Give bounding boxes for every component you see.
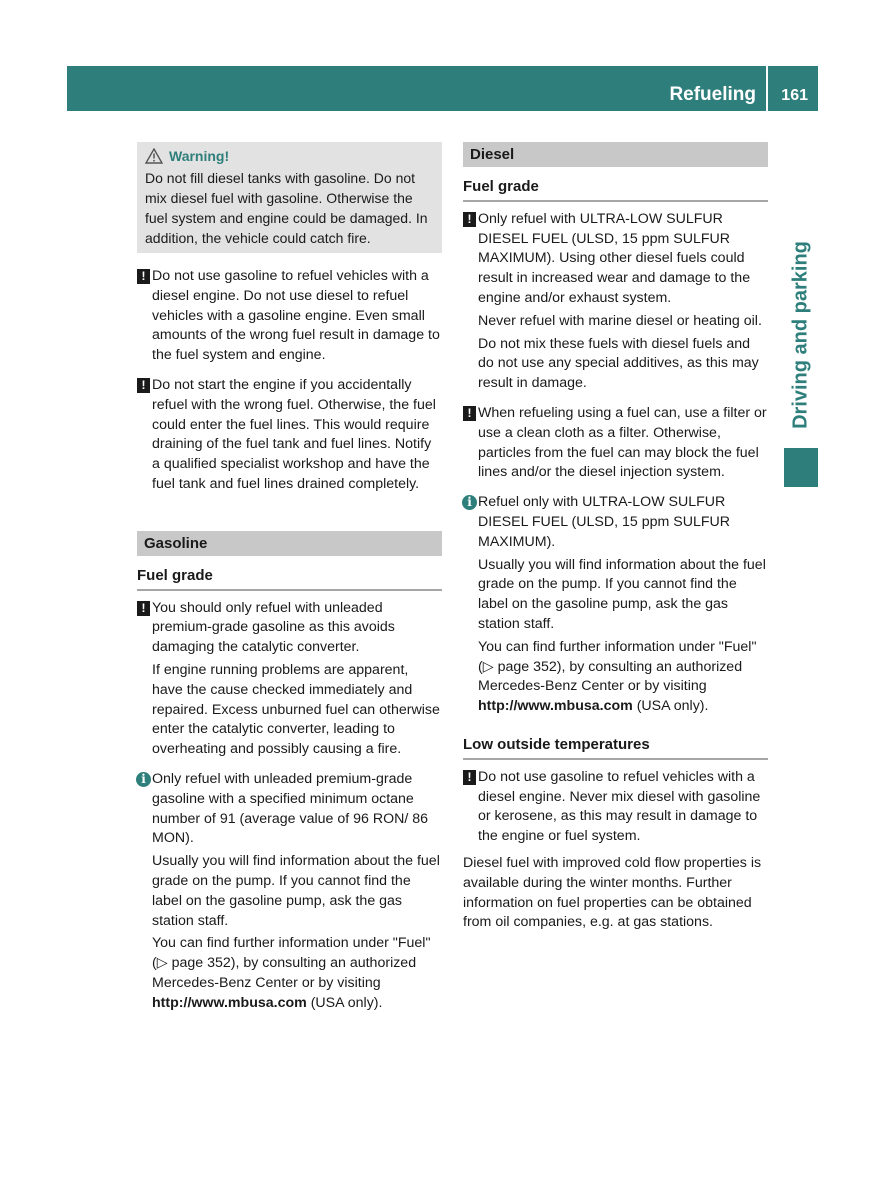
page-title: Refueling	[669, 84, 756, 105]
warning-text: Do not fill diesel tanks with gasoline. Do not mix diesel fuel with gasoline. Otherwise the fuel system and engine could be damaged. In addition, the vehicle could catch fire.	[145, 170, 428, 246]
mbusa-link[interactable]: http://www.mbusa.com	[152, 994, 307, 1011]
exclamation-icon: !	[137, 269, 150, 284]
chapter-side-tab-label: Driving and parking	[789, 241, 812, 429]
info-text: Only refuel with unleaded premium-grade gasoline with a specified minimum octane number of 91 (average value of 96 RON/ 86 MON).	[152, 770, 429, 847]
exclamation-icon: !	[137, 378, 150, 393]
chapter-side-tab	[784, 230, 818, 440]
subheading-low-temperatures: Low outside temperatures	[463, 725, 768, 760]
info-item	[463, 493, 768, 717]
note-subtext: Never refuel with marine diesel or heating oil.	[478, 312, 762, 329]
info-subtext: Usually you will find information about the fuel grade on the pump. If you cannot find the label on the gasoline pump, ask the gas station staff.	[478, 556, 766, 632]
note-subtext: Do not mix these fuels with diesel fuels and do not use any special additives, as this may result in damage.	[478, 335, 759, 392]
info-subtext-fuel-ref	[478, 638, 768, 717]
note-item	[463, 404, 768, 483]
chapter-marker-block	[784, 448, 818, 487]
note-item	[463, 210, 768, 394]
section-heading-gasoline: Gasoline	[137, 531, 442, 556]
warning-title	[145, 146, 434, 166]
header-divider	[766, 66, 768, 111]
cold-flow-paragraph: Diesel fuel with improved cold flow properties is available during the winter months. Further information on fuel properties can be obtained from oil companies, e.g. at gas stations.	[463, 854, 762, 931]
info-ref-suffix: (USA only).	[632, 698, 709, 715]
info-ref-suffix: (USA only).	[306, 994, 383, 1011]
page-number: 161	[781, 87, 808, 104]
mbusa-link[interactable]: http://www.mbusa.com	[478, 698, 633, 715]
info-icon: i	[462, 495, 477, 510]
section-heading-diesel: Diesel	[463, 142, 768, 167]
warning-title-text: Warning!	[169, 148, 230, 164]
exclamation-icon: !	[463, 212, 476, 227]
page-header	[67, 66, 818, 111]
left-column	[137, 142, 442, 1014]
note-item	[137, 267, 442, 366]
info-subtext-fuel-ref	[152, 934, 442, 1013]
subheading-fuel-grade-diesel: Fuel grade	[463, 167, 768, 202]
warning-box	[137, 142, 442, 253]
note-text: Do not use gasoline to refuel vehicles with a diesel engine. Never mix diesel with gasoline or kerosene, as this may result in damage to the engine or fuel system.	[478, 768, 761, 845]
exclamation-icon: !	[463, 770, 476, 785]
info-ref-text: You can find further information under "Fuel" (▷ page 352), by consulting an authorized Mercedes-Benz Center or by visiting	[152, 935, 431, 991]
warning-triangle-icon	[145, 148, 163, 164]
exclamation-icon: !	[137, 601, 150, 616]
note-item	[137, 376, 442, 495]
info-icon: i	[136, 772, 151, 787]
note-item	[137, 599, 442, 760]
note-text: When refueling using a fuel can, use a filter or use a clean cloth as a filter. Otherwise, particles from the fuel can may block the fuel lines and/or the diesel injection system.	[478, 404, 767, 481]
info-item	[137, 770, 442, 1014]
right-column	[463, 142, 768, 933]
note-text: You should only refuel with unleaded premium-grade gasoline as this avoids damaging the catalytic converter.	[152, 599, 395, 656]
note-text: Do not use gasoline to refuel vehicles with a diesel engine. Do not use diesel to refuel vehicles with a gasoline engine. Even small amounts of the wrong fuel result in damage to the fuel system and engine.	[152, 268, 440, 364]
note-subtext: If engine running problems are apparent, have the cause checked immediately and repaired. Excess unburned fuel can otherwise enter the catalytic converter, leading to overheating and possibly causing a fire.	[152, 661, 440, 758]
exclamation-icon: !	[463, 406, 476, 421]
info-subtext: Usually you will find information about the fuel grade on the pump. If you cannot find the label on the gasoline pump, ask the gas station staff.	[152, 853, 440, 929]
info-text: Refuel only with ULTRA-LOW SULFUR DIESEL FUEL (ULSD, 15 ppm SULFUR MAXIMUM).	[478, 494, 731, 550]
note-item	[463, 768, 768, 847]
note-text: Only refuel with ULTRA-LOW SULFUR DIESEL FUEL (ULSD, 15 ppm SULFUR MAXIMUM). Using other diesel fuels could result in increased wear and damage to the engine and/or exhaust system.	[478, 210, 751, 306]
subheading-fuel-grade-gasoline: Fuel grade	[137, 556, 442, 591]
note-text: Do not start the engine if you accidentally refuel with the wrong fuel. Otherwise, the fuel could enter the fuel lines. This would require draining of the fuel tank and fuel lines. Notify a qualified specialist workshop and have the fuel tank and fuel lines drained completely.	[152, 376, 436, 492]
info-ref-text: You can find further information under "Fuel" (▷ page 352), by consulting an authorized Mercedes-Benz Center or by visiting	[478, 638, 757, 695]
